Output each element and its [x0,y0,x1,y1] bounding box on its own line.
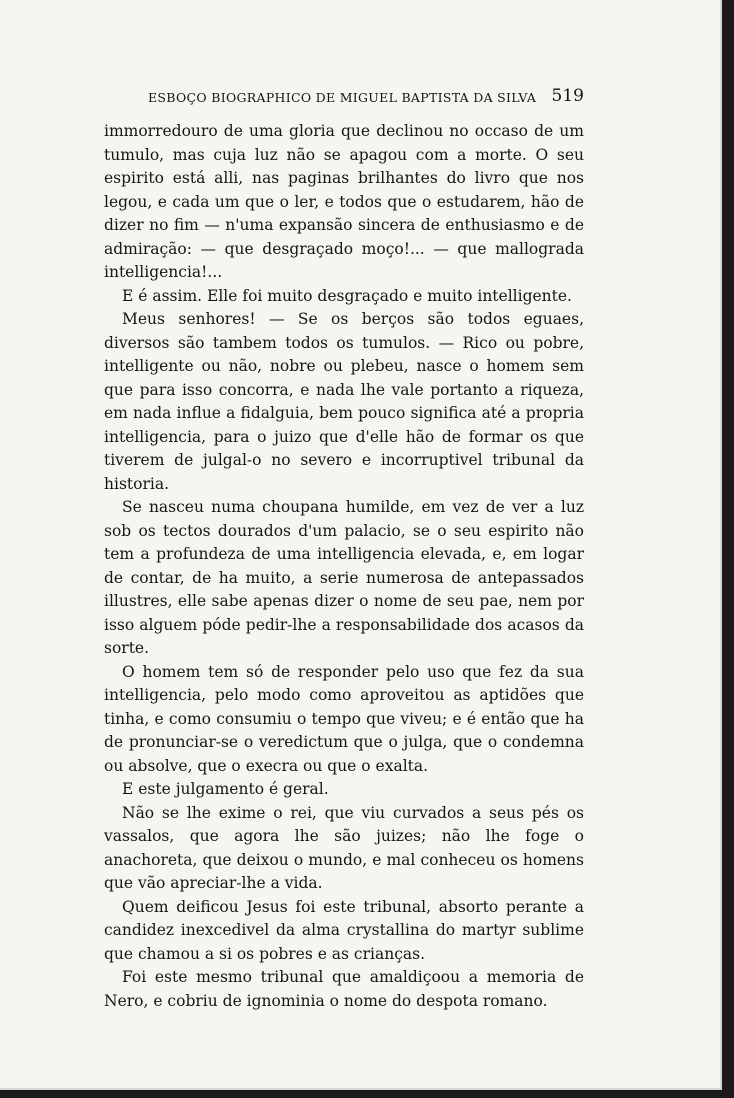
paragraph: Foi este mesmo tribunal que amaldiçoou a memoria de Nero, e cobriu de ignominia o nome do despota romano. [104,968,584,1010]
body-text [104,120,584,1013]
paragraph: Se nasceu numa choupana humilde, em vez de ver a luz sob os tectos dourados d'um palacio, se o seu espirito não tem a profundeza de uma intelligencia elevada, e, em logar de contar, de ha muito, a serie numerosa de antepassados illustres, elle sabe apenas dizer o nome de seu pae, nem por isso alguem póde pedir-lhe a responsabilidade dos acasos da sorte. [104,498,584,657]
paragraph: E este julgamento é geral. [122,780,329,798]
paragraph: E é assim. Elle foi muito desgraçado e muito intelligente. [122,286,572,305]
paragraph: O homem tem só de responder pelo uso que fez da sua intelligencia, pelo modo como aproveitou as aptidões que tinha, e como consumiu o tempo que viveu; e é então que ha de pronunciar-se o veredictum que o julga, que o condemna ou absolve, que o execra ou que o exalta. [104,662,584,775]
paragraph: immorredouro de uma gloria que declinou no occaso de um tumulo, mas cuja luz não se apagou com a morte. O seu espirito está alli, nas paginas brilhantes do livro que nos legou, e cada um que o ler, e todos que o estudarem, hão de dizer no fim — n'uma expansão sincera de enthusiasmo e de admiração: — que desgraçado moço!... — que mallograda intelligencia!... [104,122,584,281]
running-head: ESBOÇO BIOGRAPHICO DE MIGUEL BAPTISTA DA SILVA [148,90,537,105]
paragraph: Quem deificou Jesus foi este tribunal, absorto perante a candidez inexcedivel da alma crystallina do martyr sublime que chamou a si os pobres e as crianças. [104,897,584,963]
paragraph: Não se lhe exime o rei, que viu curvados a seus pés os vassalos, que agora lhe são juizes; não lhe foge o anachoreta, que deixou o mundo, e mal conheceu os homens que vão apreciar-lhe a vida. [104,803,584,892]
paragraph: Meus senhores! — Se os berços são todos eguaes, diversos são tambem todos os tumulos. — Rico ou pobre, intelligente ou não, nobre ou plebeu, nasce o homem sem que para isso concorra, e nada lhe vale portanto a riqueza, em nada influe a fidalguia, bem pouco significa até a propria intelligencia, para o juizo que d'elle hão de formar os que tiverem de julgal-o no severo e incorruptivel tribunal da historia. [104,310,584,493]
page-number: 519 [551,86,584,106]
